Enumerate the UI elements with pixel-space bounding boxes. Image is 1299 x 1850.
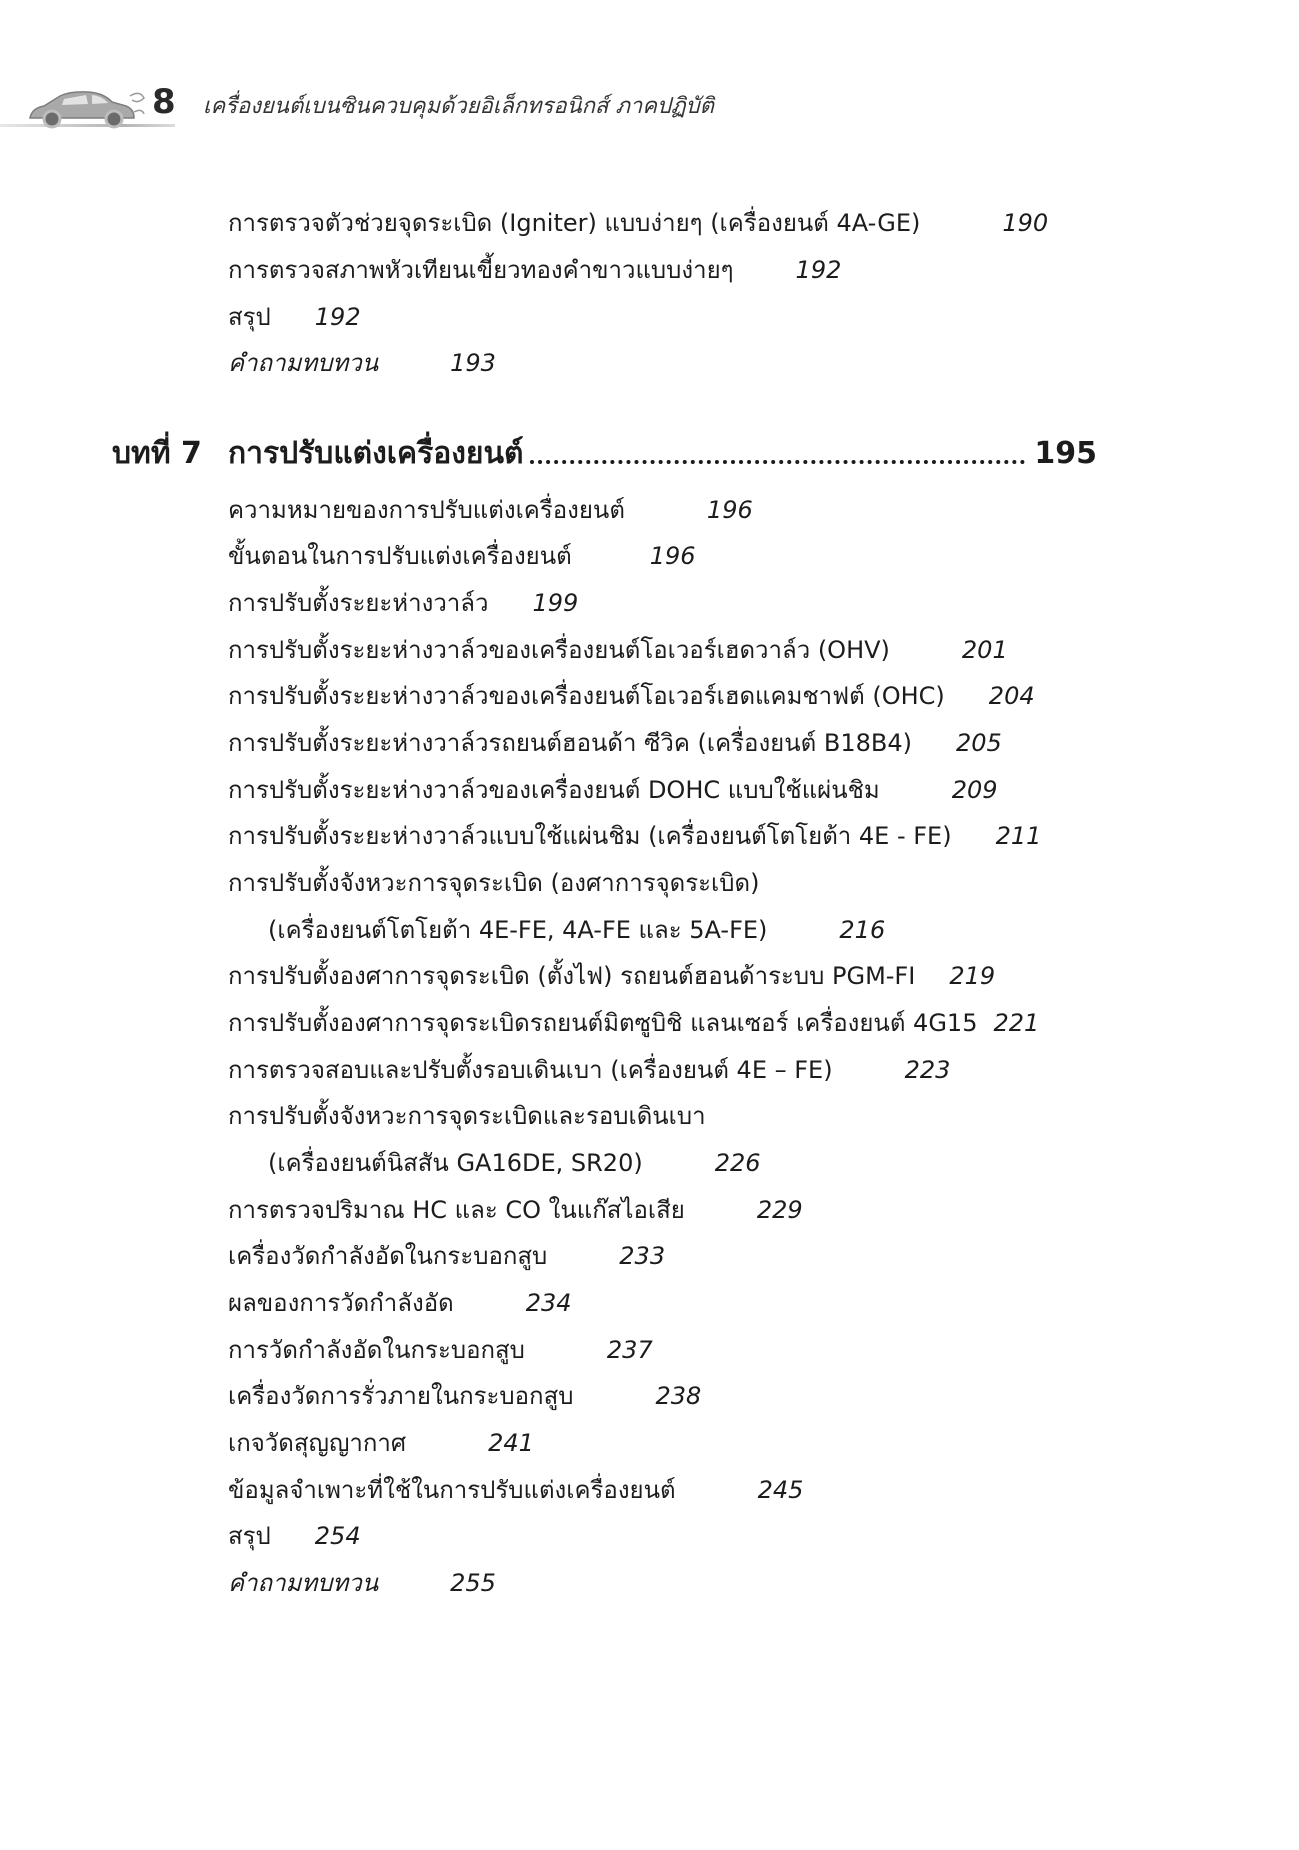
toc-entry-page: 211 <box>995 822 1042 850</box>
toc-entry <box>228 727 1002 759</box>
toc-entry <box>228 1240 665 1272</box>
toc-entry <box>228 1334 653 1366</box>
toc-entry-text: ขั้นตอนในการปรับแต่งเครื่องยนต์ <box>228 542 572 570</box>
toc-entry-page: 219 <box>949 962 996 990</box>
toc-entry-text: คำถามทบทวน <box>228 349 379 377</box>
toc-entry <box>228 1194 803 1226</box>
toc-entry-page: 204 <box>988 682 1035 710</box>
toc-entry <box>228 960 995 992</box>
toc-entry-text: การปรับตั้งองศาการจุดระเบิดรถยนต์มิตซูบิชิ แลนเซอร์ เครื่องยนต์ 4G15 <box>228 1009 978 1037</box>
toc-entry-text: การตรวจสภาพหัวเทียนเขี้ยวทองคำขาวแบบง่ายๆ <box>228 256 734 284</box>
toc-entry <box>228 1567 496 1599</box>
toc-entry <box>228 540 696 572</box>
chapter-page: 195 <box>1034 436 1097 471</box>
dot-leader <box>530 460 1025 464</box>
toc-entry-page: 238 <box>655 1382 702 1410</box>
toc-entry-page: 196 <box>649 542 696 570</box>
toc-entry-text: การปรับตั้งระยะห่างวาล์วของเครื่องยนต์ DOHC แบบใช้แผ่นชิม <box>228 776 880 804</box>
toc-entry <box>228 587 578 619</box>
toc-entry-page: 223 <box>904 1056 951 1084</box>
toc-entry-text: การปรับตั้งจังหวะการจุดระเบิด (องศาการจุดระเบิด) <box>228 869 760 897</box>
toc-entry <box>228 1474 803 1506</box>
toc-entry-text: การปรับตั้งจังหวะการจุดระเบิดและรอบเดินเบา <box>228 1102 706 1130</box>
toc-entry <box>228 774 998 806</box>
toc-entry-text: การตรวจสอบและปรับตั้งรอบเดินเบา (เครื่องยนต์ 4E – FE) <box>228 1056 833 1084</box>
toc-entry-page: 241 <box>488 1429 534 1457</box>
toc-entry-text: การวัดกำลังอัดในกระบอกสูบ <box>228 1336 525 1364</box>
toc-entry-text: การปรับตั้งระยะห่างวาล์วของเครื่องยนต์โอเวอร์เฮดแคมชาฟต์ (OHC) <box>228 682 945 710</box>
running-title: เครื่องยนต์เบนซินควบคุมด้วยอิเล็กทรอนิกส์ ภาคปฏิบัติ <box>203 94 714 119</box>
toc-entry <box>228 1520 361 1552</box>
toc-entry-text: การปรับตั้งระยะห่างวาล์วรถยนต์ฮอนด้า ซีวิค (เครื่องยนต์ B18B4) <box>228 729 912 757</box>
toc-entry-page: 234 <box>525 1289 572 1317</box>
toc-entry-page: 199 <box>532 589 579 617</box>
toc-entry <box>228 494 753 526</box>
toc-entry-text: (เครื่องยนต์โตโยต้า 4E-FE, 4A-FE และ 5A-FE) <box>268 916 768 944</box>
toc-entry <box>228 1380 701 1412</box>
toc-entry-text: เกจวัดสุญญากาศ <box>228 1429 407 1457</box>
chapter-label: บทที่ 7 <box>112 436 202 471</box>
toc-entry-page: 192 <box>795 256 842 284</box>
toc-entry-text: ความหมายของการปรับแต่งเครื่องยนต์ <box>228 496 625 524</box>
toc-entry <box>268 914 885 946</box>
toc-entry <box>228 301 361 333</box>
toc-entry <box>268 1147 761 1179</box>
toc-entry <box>228 867 759 899</box>
toc-entry <box>228 254 841 286</box>
toc-entry-text: ข้อมูลจำเพาะที่ใช้ในการปรับแต่งเครื่องยนต์ <box>228 1476 676 1504</box>
toc-entry <box>228 207 1048 239</box>
chapter-title: การปรับแต่งเครื่องยนต์ <box>228 436 524 471</box>
toc-entry <box>228 634 1008 666</box>
toc-entry-text: (เครื่องยนต์นิสสัน GA16DE, SR20) <box>268 1149 643 1177</box>
toc-entry <box>228 820 1041 852</box>
toc-entry <box>228 1427 534 1459</box>
toc-entry-page: 209 <box>951 776 998 804</box>
toc-entry-page: 216 <box>839 916 886 944</box>
toc-entry-page: 192 <box>314 303 361 331</box>
toc-entry-text: การปรับตั้งระยะห่างวาล์ว <box>228 589 489 617</box>
toc-entry-page: 226 <box>714 1149 761 1177</box>
toc-entry-text: การตรวจตัวช่วยจุดระเบิด (Igniter) แบบง่ายๆ (เครื่องยนต์ 4A-GE) <box>228 209 921 237</box>
toc-entry-page: 245 <box>757 1476 804 1504</box>
toc-entry-text: คำถามทบทวน <box>228 1569 379 1597</box>
running-header <box>0 72 1299 132</box>
toc-entry-page: 255 <box>450 1569 496 1597</box>
toc-entry-page: 237 <box>606 1336 653 1364</box>
toc-entry-text: ผลของการวัดกำลังอัด <box>228 1289 454 1317</box>
toc-entry-text: การปรับตั้งระยะห่างวาล์วของเครื่องยนต์โอเวอร์เฮดวาล์ว (OHV) <box>228 636 890 664</box>
toc-entry <box>228 1287 572 1319</box>
toc-entry-text: การตรวจปริมาณ HC และ CO ในแก๊สไอเสีย <box>228 1196 685 1224</box>
toc-entry <box>228 1100 706 1132</box>
toc-entry-text: การปรับตั้งองศาการจุดระเบิด (ตั้งไฟ) รถยนต์ฮอนด้าระบบ PGM-FI <box>228 962 916 990</box>
toc-entry <box>228 680 1035 712</box>
page-number: 8 <box>152 82 176 122</box>
toc-entry-page: 193 <box>450 349 496 377</box>
toc-entry-page: 205 <box>955 729 1002 757</box>
toc-entry-text: เครื่องวัดกำลังอัดในกระบอกสูบ <box>228 1242 548 1270</box>
toc-entry-page: 229 <box>756 1196 803 1224</box>
toc-entry-page: 233 <box>619 1242 666 1270</box>
toc-entry-page: 190 <box>1002 209 1049 237</box>
toc-entry <box>228 1007 1039 1039</box>
toc-entry-text: การปรับตั้งระยะห่างวาล์วแบบใช้แผ่นชิม (เครื่องยนต์โตโยต้า 4E - FE) <box>228 822 952 850</box>
toc-entry <box>228 1054 950 1086</box>
car-icon <box>26 84 146 130</box>
toc-entry-page: 221 <box>993 1009 1040 1037</box>
toc-entry-page: 196 <box>706 496 753 524</box>
chapter-heading <box>112 434 1097 474</box>
toc-entry-text: สรุป <box>228 303 271 331</box>
toc-entry-page: 254 <box>314 1522 361 1550</box>
toc-entry <box>228 347 496 379</box>
toc-entry-page: 201 <box>961 636 1008 664</box>
toc-entry-text: เครื่องวัดการรั่วภายในกระบอกสูบ <box>228 1382 574 1410</box>
toc-entry-text: สรุป <box>228 1522 271 1550</box>
